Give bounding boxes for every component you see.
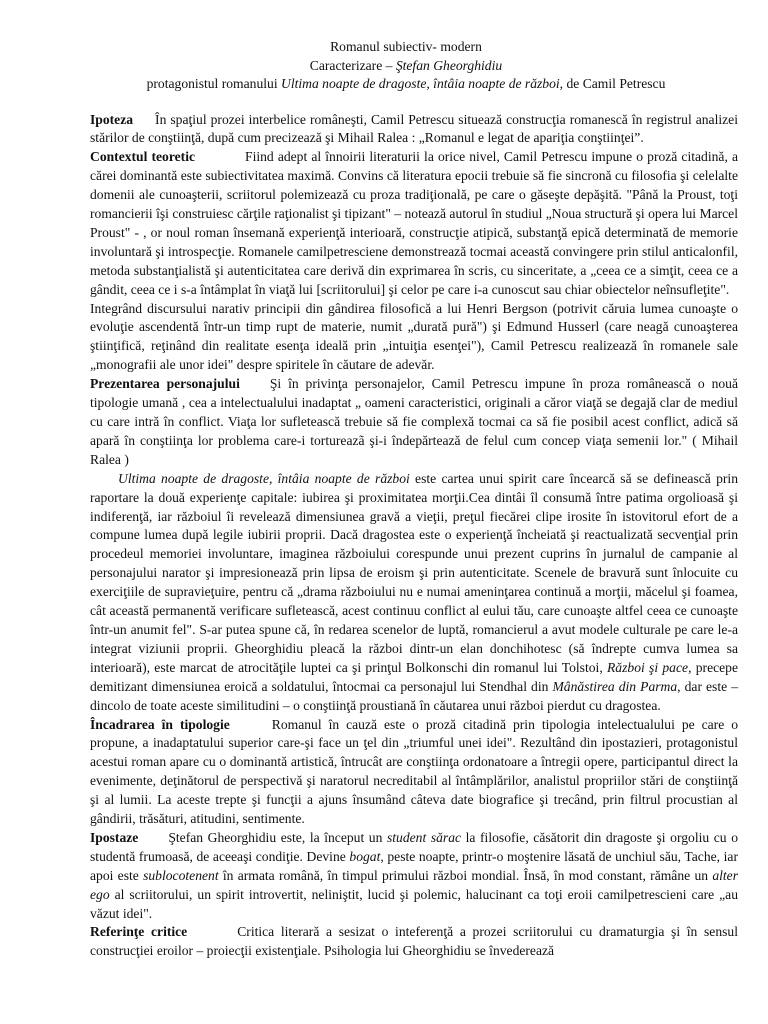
ipostaze-italic-2: bogat bbox=[349, 848, 381, 864]
ipostaze-italic-1: student sărac bbox=[386, 829, 462, 845]
subtitle2-suffix: , de Camil Petrescu bbox=[559, 76, 666, 91]
referinte-text: Critica literară a sesizat o inteferenţă a prozei scriitorului cu dramaturgia şi în sensul construcţiei eroilor – proiecţii existenţiale. Psihologia lui Gheorghidiu se învederează bbox=[90, 924, 738, 959]
section-context bbox=[90, 148, 738, 299]
parma-ref: Mânăstirea din Parma bbox=[552, 678, 678, 694]
context-paragraph-2: Integrând discursului narativ principii din gândirea filosofică a lui Henri Bergson (potrivit căruia lumea cunoaşte o evoluţie ascendentă într-un timp rupt de materie, numit „durată pură") şi Edmund Husserl (care neagă cunoaşterea ştiinţifică, reţinând din realitate esenţa ideală prin „intuiţia esenţei"), Camil Petrescu realizează în romanele sale „monografii ale unor idei" despre spiritele în căutare de adevăr. bbox=[90, 300, 738, 373]
prezentarea-text-a: este cartea unui spirit care încearcă să se definească prin raportare la două experienţe capitale: iubirea şi proximitatea morţii.Cea dintâi îl consumă între patima orgolioasă şi indiferenţă, iar războiul îi revelează dimensiunea gravă a vieţii, preţul fiecărei clipe irosite în istovitorul efort de a compune lumea după legile iubirii proprii. Dacă dragostea este o experienţă încheiată şi reactualizată secvenţial prin procedeul memoriei involuntare, imaginea războiului corespunde unui prezent cuprins în jurnalul de campanie al personajului narator şi impresionează prin lipsa de eroism şi prin autenticitate. Scenele de bravură sunt înlocuite cu exerciţiile de supravieţuire, pentru că „drama războiului nu e numai ameninţarea continuă a morţii, măcelul şi foamea, cât această permanentă verificare sufletească, acest continuu conflict al eului tău, care cunoaşte altfel ceea ce cunoaşte într-un anumit fel". S-ar putea spune că, în redarea scenelor de luptă, romancierul a avut modele culturale pe care le-a integrat viziunii proprii. Gheorghidiu pleacă la război dintr-un elan donchihotesc (să îndrepte cumva lumea sa interioară), este marcat de atrocităţile luptei ca şi prinţul Bolkonschi din romanul lui Tolstoi, bbox=[90, 470, 738, 675]
novel-title-ref: Ultima noapte de dragoste, întâia noapte de război bbox=[118, 470, 410, 486]
heading-incadrarea: Încadrarea în tipologie bbox=[90, 716, 230, 732]
ipostaze-text-a: Ştefan Gheorghidiu este, la început un bbox=[168, 829, 387, 845]
document-title: Romanul subiectiv- modern bbox=[330, 39, 482, 54]
document-subtitle-2 bbox=[90, 75, 722, 94]
ipostaze-text-c: , peste noapte, printr-o moştenire lăsată de unchiul său, Tache, iar apoi este bbox=[90, 848, 738, 883]
heading-prezentarea: Prezentarea personajului bbox=[90, 376, 240, 392]
novel-title: Ultima noapte de dragoste, întâia noapte de război bbox=[281, 76, 560, 91]
heading-ipostaze: Ipostaze bbox=[90, 829, 139, 845]
prezentarea-paragraph-1: Şi în privinţa personajelor, Camil Petrescu impune în proza românească o nouă tipologie umană , cea a intelectualului inadaptat „ oameni caracteristici, originali a căror viaţă se degajă clar de mediul cu care intră în conflict. Viaţa lor sufletească trebuie să fie complexă tocmai ca să fie posibil acest conflict, adică să apară în conştiinţa lor problema care-i tortureazã şi-i îndepărtează de felul cum concep viaţa semenii lor." ( Mihail Ralea ) bbox=[90, 376, 738, 467]
title-block bbox=[90, 38, 722, 94]
subtitle2-prefix: protagonistul romanului bbox=[146, 76, 282, 91]
character-name: Ştefan Gheorghidiu bbox=[395, 57, 503, 73]
prezentarea-text-b: , precepe demitizant dimensiunea eroică a soldatului, întocmai ca personajul lui Stendhal din bbox=[90, 659, 738, 694]
ipostaze-text-d: în armata română, în timpul primului război mondial. Însă, în mod constant, rămâne un bbox=[218, 867, 713, 883]
section-prezentarea bbox=[90, 375, 738, 470]
section-ipostaze bbox=[90, 829, 738, 924]
section-incadrarea bbox=[90, 716, 738, 829]
document-subtitle bbox=[90, 57, 722, 76]
section-ipoteza bbox=[90, 111, 738, 149]
section-referinte bbox=[90, 923, 738, 961]
incadrarea-text: Romanul în cauză este o proză citadină prin tipologia intelectualului pe care o propune, a inadaptatului superior care-şi face un ţel din „triumful unei idei". Rezultând din ipostazieri, protagonistul acestui roman apare cu o dominantă artistică, întrucât are conştiinţa ordonatoare a întregii opere, participantul direct la evenimente, deţinătorul de perspectivă şi naratorul necreditabil al întâmplărilor, analistul propriilor stări de conştiinţă şi al lumii. La aceste trepte şi funcţii a ajuns însumând câteva date biografice şi trecând, prin filtrul procustian al gândirii, trăsături, atitudini, sentimente. bbox=[90, 716, 738, 827]
context-paragraph-1: Fiind adept al înnoirii literaturii la orice nivel, Camil Petrescu impune o proză citadină, a cărei dominantă este subiectivitatea maximă. Convins că literatura epocii trebuie să fie sincronă cu filosofia şi celelalte domenii ale cunoaşterii, scriitorul polemizează cu proza tradiţională, pe care o găseşte depăşită. "Până la Proust, toţi romancierii îşi construiesc cărţile raţionalist şi tipizant" – notează autorul în studiul „Noua structură şi opera lui Marcel Proust" - , or noul roman însemană experienţă interioară, construcţie atipică, substanţă epică determinată de memorie involuntară şi introspecţie. Romanele camilpetresciene demonstrează tocmai această convingere prin stilul anticalonfil, metoda substanţialistă şi autenticitatea care derivă din exprimarea în scris, cu sinceritate, a „ceea ce a simţit, ceea ce a gândit, ceea ce i s-a întâmplat în viaţă lui [scriitorului] şi celor pe care i-a cunoscut sau chiar obiectelor neînsufleţite". bbox=[90, 149, 738, 297]
heading-referinte: Referinţe critice bbox=[90, 924, 188, 940]
heading-context: Contextul teoretic bbox=[90, 149, 196, 165]
prezentarea-text-c: , dar este – dincolo de toate aceste similitudini – o conştiinţă proustiană în căutarea unui război pierdut cu dragostea. bbox=[90, 678, 739, 713]
ipoteza-text: În spaţiul prozei interbelice româneşti, Camil Petrescu situează construcţia romanescă în registrul analizei stărilor de conştiinţă, după cum precizează şi Mihail Ralea : „Romanul e legat de apariţia conştiinţei”. bbox=[90, 111, 738, 146]
heading-ipoteza: Ipoteza bbox=[90, 111, 134, 127]
subtitle-prefix: Caracterizare – bbox=[309, 57, 396, 73]
ipostaze-italic-3: sublocotenent bbox=[143, 867, 219, 883]
prezentarea-paragraph-2 bbox=[90, 470, 738, 716]
ipostaze-text-e: al scriitorului, un spirit introvertit, neliniştit, lucid şi polemic, halucinant ca toţi eroii camilpetrescieni care „au văzut idei". bbox=[90, 886, 738, 921]
ipostaze-text-b: la filosofie, căsătorit din dragoste şi orgoliu cu o studentă frumoasă, de aceeaşi condiţie. Devine bbox=[90, 829, 738, 864]
ipostaze-italic-4: alter ego bbox=[90, 867, 738, 902]
war-and-peace-ref: Război şi pace bbox=[607, 659, 689, 675]
